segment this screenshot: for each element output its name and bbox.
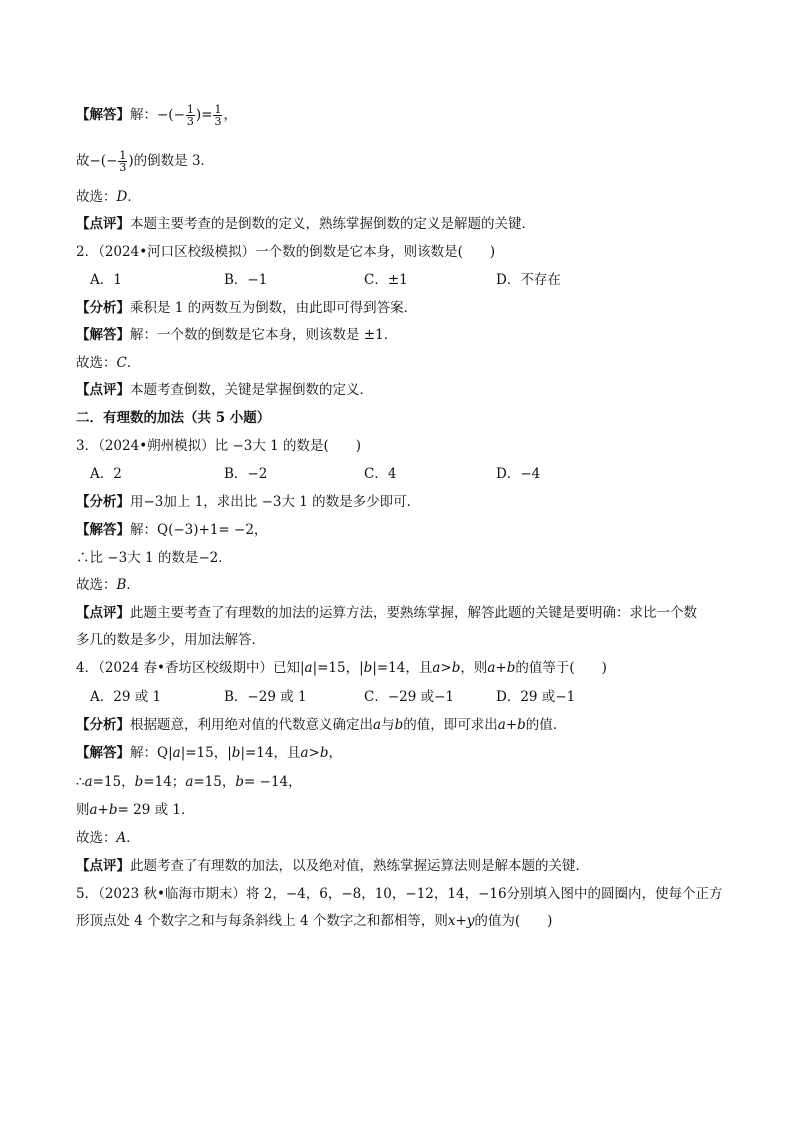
q2-analysis: 【分析】乘积是 1 的两数互为倒数，由此即可得到答案．: [76, 300, 418, 316]
q3-analysis: 【分析】用−3加上 1，求出比 −3大 1 的数是多少即可．: [76, 494, 421, 510]
q4-then: 则a+b= 29 或 1．: [76, 802, 195, 818]
q4-option-a: A．29 或 1: [90, 689, 162, 705]
q3-so: ∴比 −3大 1 的数是−2．: [76, 550, 232, 566]
q4-choose: 故选：A．: [76, 830, 140, 846]
q5-stem-2: 形顶点处 4 个数字之和与每条斜线上 4 个数字之和都相等，则x+y的值为( ): [76, 913, 553, 929]
q1-answer: 【解答】解：−(− $\frac{1}{3}$ )= $\frac{1}{3}$ ，: [76, 103, 237, 128]
q4-answer: 【解答】解：Q|a|=15，|b|=14，且a>b，: [76, 745, 342, 761]
fraction: $\frac{1}{3}$: [214, 103, 222, 128]
q2-option-a: A．1: [90, 272, 122, 288]
q3-answer: 【解答】解：Q(−3)+1= −2，: [76, 522, 268, 538]
q4-option-d: D．29 或−1: [496, 689, 576, 705]
q3-option-c: C．4: [364, 466, 397, 482]
q3-option-d: D．−4: [496, 466, 541, 482]
fraction: $\frac{1}{3}$: [119, 149, 127, 174]
q4-stem: 4．（2024 春•香坊区校级期中）已知|a|=15，|b|=14，且a>b，则a+b的值等于( ): [76, 660, 607, 676]
q3-review-2: 多几的数是多少，用加法解答．: [76, 632, 265, 648]
q3-option-a: A．2: [90, 466, 122, 482]
section-heading: 二．有理数的加法（共 5 小题）: [76, 410, 271, 426]
q4-analysis: 【分析】根据题意，利用绝对值的代数意义确定出a与b的值，即可求出a+b的值．: [76, 717, 567, 733]
q4-option-c: C．−29 或−1: [364, 689, 455, 705]
q4-option-b: B．−29 或 1: [224, 689, 307, 705]
answer-tag: 【解答】: [76, 107, 130, 123]
q3-choose: 故选：B．: [76, 577, 140, 593]
q2-answer: 【解答】解：一个数的倒数是它本身，则该数是 ±1．: [76, 327, 398, 343]
q2-review: 【点评】本题考查倒数，关键是掌握倒数的定义．: [76, 382, 373, 398]
q2-option-d: D．不存在: [496, 272, 561, 288]
fraction: $\frac{1}{3}$: [186, 103, 194, 128]
q2-stem: 2．（2024•河口区校级模拟）一个数的倒数是它本身，则该数是( ): [76, 244, 496, 260]
q1-therefore: 故−(− $\frac{1}{3}$ )的倒数是 3．: [76, 149, 215, 174]
q2-option-b: B．−1: [224, 272, 268, 288]
q3-review-1: 【点评】此题主要考查了有理数的加法的运算方法，要熟练掌握，解答此题的关键是要明确：求比一个数: [76, 605, 697, 621]
q1-review: 【点评】本题主要考查的是倒数的定义，熟练掌握倒数的定义是解题的关键．: [76, 216, 535, 232]
q4-review: 【点评】此题考查了有理数的加法，以及绝对值，熟练掌握运算法则是解本题的关键．: [76, 858, 589, 874]
q3-option-b: B．−2: [224, 466, 268, 482]
q3-stem: 3．（2024•朔州模拟）比 −3大 1 的数是( ): [76, 438, 362, 454]
q2-option-c: C．±1: [364, 272, 408, 288]
q5-stem-1: 5．（2023 秋•临海市期末）将 2，−4，6，−8，10，−12，14，−16分别填入图中的圆圈内，使每个正方: [76, 886, 723, 902]
q4-so: ∴a=15，b=14；a=15，b= −14，: [76, 774, 302, 790]
q1-choose: 故选：D．: [76, 189, 141, 205]
q2-choose: 故选：C．: [76, 355, 141, 371]
